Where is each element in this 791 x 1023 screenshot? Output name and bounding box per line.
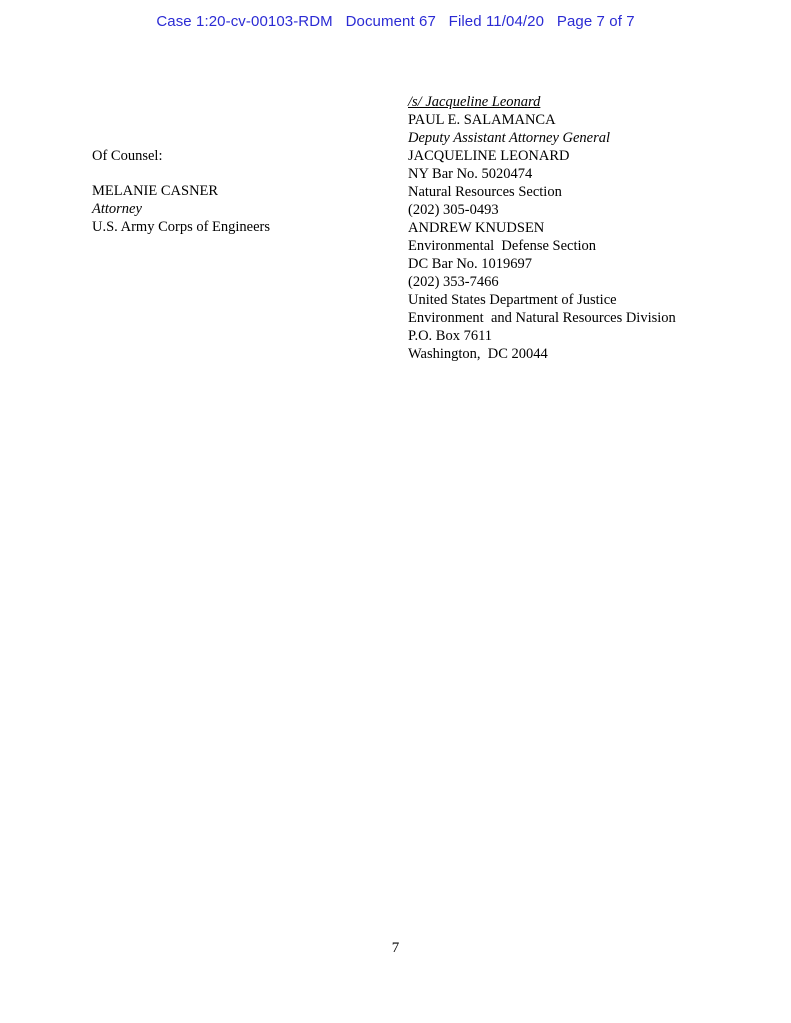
- of-counsel-label: Of Counsel:: [92, 148, 163, 164]
- department-name: United States Department of Justice: [408, 292, 617, 308]
- po-box: P.O. Box 7611: [408, 328, 493, 344]
- signature-line: /s/ Jacqueline Leonard: [408, 94, 541, 110]
- counsel-organization: U.S. Army Corps of Engineers: [92, 219, 271, 235]
- division-name: Environment and Natural Resources Division: [408, 310, 676, 326]
- signer-name: PAUL E. SALAMANCA: [408, 112, 556, 128]
- case-header: Case 1:20-cv-00103-RDM Document 67 Filed 11/04/20 Page 7 of 7: [156, 13, 635, 30]
- page-number: 7: [391, 940, 400, 956]
- city-state-zip: Washington, DC 20044: [408, 346, 548, 362]
- attorney-name: ANDREW KNUDSEN: [408, 220, 545, 236]
- section-name: Environmental Defense Section: [408, 238, 597, 254]
- signer-title: Deputy Assistant Attorney General: [408, 130, 611, 146]
- phone-number: (202) 305-0493: [408, 202, 499, 218]
- counsel-name: MELANIE CASNER: [92, 183, 219, 199]
- section-name: Natural Resources Section: [408, 184, 562, 200]
- bar-number: DC Bar No. 1019697: [408, 256, 533, 272]
- attorney-name: JACQUELINE LEONARD: [408, 148, 570, 164]
- counsel-title: Attorney: [92, 201, 142, 217]
- bar-number: NY Bar No. 5020474: [408, 166, 533, 182]
- phone-number: (202) 353-7466: [408, 274, 499, 290]
